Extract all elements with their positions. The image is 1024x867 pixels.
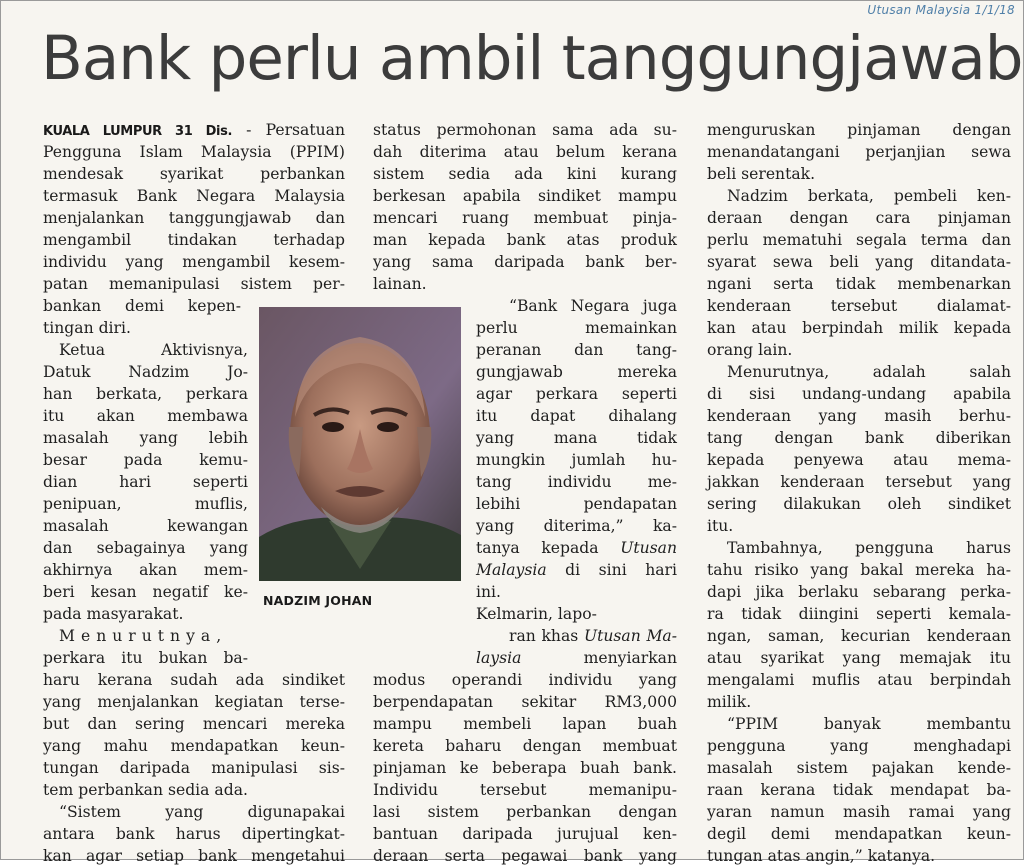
article-line: yang diterima,” ka- bbox=[476, 517, 677, 535]
source-label: Utusan Malaysia 1/1/18 bbox=[867, 3, 1015, 17]
article-line: Individu tersebut memanipu- bbox=[373, 781, 677, 799]
article-line: lasi sistem perbankan dengan bbox=[373, 803, 677, 821]
article-line: gungjawab mereka bbox=[476, 363, 677, 381]
article-text: - Persatuan bbox=[232, 121, 345, 139]
article-line: berkesan apabila sindiket mampu bbox=[373, 187, 677, 205]
article-line: patan memanipulasi sistem per- bbox=[43, 275, 345, 293]
article-line: kepada penyewa atau mema- bbox=[707, 451, 1011, 469]
article-line: Nadzim berkata, pembeli ken- bbox=[727, 187, 1011, 205]
publication-name: Malaysia bbox=[476, 561, 547, 579]
article-text: ran khas bbox=[509, 627, 579, 645]
article-line: lainan. bbox=[373, 275, 427, 293]
nadzim-johan-photo bbox=[259, 307, 461, 581]
article-line: tingan diri. bbox=[43, 319, 131, 337]
article-line: pada masyarakat. bbox=[43, 605, 184, 623]
article-line: berpendapatan sekitar RM3,000 bbox=[373, 693, 677, 711]
article-line: antara bank harus dipertingkat- bbox=[43, 825, 345, 843]
article-line: Pengguna Islam Malaysia (PPIM) bbox=[43, 143, 345, 161]
article-line: yang mahu mendapatkan keun- bbox=[43, 737, 345, 755]
article-line: deraan dengan cara pinjaman bbox=[707, 209, 1011, 227]
article-line: penipuan, muflis, bbox=[43, 495, 248, 513]
article-line: beri kesan negatif ke- bbox=[43, 583, 248, 601]
article-line: kenderaan tersebut dialamat- bbox=[707, 297, 1011, 315]
article-line: Menurutnya, bbox=[59, 627, 228, 645]
article-line: tang dengan bank diberikan bbox=[707, 429, 1011, 447]
article-line: “PPIM banyak membantu bbox=[727, 715, 1011, 733]
article-text: tanya kepada bbox=[476, 539, 599, 557]
article-text: di sini hari bbox=[546, 561, 677, 579]
article-line bbox=[43, 119, 345, 141]
article-line: dah diterima atau belum kerana bbox=[373, 143, 677, 161]
article-line: masalah kewangan bbox=[43, 517, 248, 535]
article-line: tungan daripada manipulasi sis- bbox=[43, 759, 345, 777]
article-line: mampu membeli lapan buah bbox=[373, 715, 677, 733]
article-line: Ketua Aktivisnya, bbox=[59, 341, 248, 359]
article-line: kenderaan yang masih berhu- bbox=[707, 407, 1011, 425]
article-line: ra tidak diingini seperti kemala- bbox=[707, 605, 1011, 623]
article-line: tahu risiko yang bakal mereka ha- bbox=[707, 561, 1011, 579]
article-line: Kelmarin, lapo- bbox=[476, 605, 597, 623]
article-line: di sisi undang-undang apabila bbox=[707, 385, 1011, 403]
article-line: jakkan kenderaan tersebut yang bbox=[707, 473, 1011, 491]
article-line: itu. bbox=[707, 517, 734, 535]
article-line: mencari ruang membuat pinja- bbox=[373, 209, 677, 227]
article-line: dian hari seperti bbox=[43, 473, 248, 491]
article-line: masalah yang lebih bbox=[43, 429, 248, 447]
article-line: yaran namun masih ramai yang bbox=[707, 803, 1011, 821]
publication-name: Utusan bbox=[598, 539, 677, 557]
article-line: Datuk Nadzim Jo- bbox=[43, 363, 248, 381]
article-line: “Bank Negara juga bbox=[509, 297, 677, 315]
article-line: mengambil tindakan terhadap bbox=[43, 231, 345, 249]
article-text: menyiarkan bbox=[521, 649, 677, 667]
article-line: mendesak syarikat perbankan bbox=[43, 165, 345, 183]
article-line: degil demi mendapatkan keun- bbox=[707, 825, 1011, 843]
article-line: menandatangani perjanjian sewa bbox=[707, 143, 1011, 161]
article-line: kan atau berpindah milik kepada bbox=[707, 319, 1011, 337]
article-line: tungan atas angin,” katanya. bbox=[707, 847, 936, 865]
article-line: agar perkara seperti bbox=[476, 385, 677, 403]
publication-name: laysia bbox=[476, 649, 522, 667]
article-line: beli serentak. bbox=[707, 165, 816, 183]
article-line: “Sistem yang digunapakai bbox=[59, 803, 345, 821]
article-line: itu akan membawa bbox=[43, 407, 248, 425]
article-line: yang sama daripada bank ber- bbox=[373, 253, 677, 271]
article-line bbox=[509, 625, 677, 647]
article-line: akhirnya akan mem- bbox=[43, 561, 248, 579]
article-line: bantuan daripada jurujual ken- bbox=[373, 825, 677, 843]
article-line: Menurutnya, adalah salah bbox=[727, 363, 1011, 381]
photo-caption: NADZIM JOHAN bbox=[263, 593, 373, 608]
article-line: pinjaman ke beberapa buah bank. bbox=[373, 759, 677, 777]
article-line: masalah sistem pajakan kende- bbox=[707, 759, 1011, 777]
article-line: lebihi pendapatan bbox=[476, 495, 677, 513]
article-line: status permohonan sama ada su- bbox=[373, 121, 677, 139]
article-line: perlu memainkan bbox=[476, 319, 677, 337]
article-line bbox=[476, 537, 677, 559]
article-line: bankan demi kepen- bbox=[43, 297, 241, 315]
article-line: itu dapat dihalang bbox=[476, 407, 677, 425]
article-line: kereta baharu dengan membuat bbox=[373, 737, 677, 755]
article-line: yang mana tidak bbox=[476, 429, 677, 447]
article-line: tem perbankan sedia ada. bbox=[43, 781, 248, 799]
article-line: deraan serta pegawai bank yang bbox=[373, 847, 677, 865]
article-line: milik. bbox=[707, 693, 752, 711]
article-line: sistem sedia ada kini kurang bbox=[373, 165, 677, 183]
article-line: syarat sewa beli yang ditandata- bbox=[707, 253, 1011, 271]
article-line: dan sebagainya yang bbox=[43, 539, 248, 557]
article-line: ngani serta tidak membenarkan bbox=[707, 275, 1011, 293]
article-line: menguruskan pinjaman dengan bbox=[707, 121, 1011, 139]
article-line: but dan sering mencari mereka bbox=[43, 715, 345, 733]
article-line bbox=[476, 559, 677, 581]
article-line: individu yang mengambil kesem- bbox=[43, 253, 345, 271]
article-line: perlu mematuhi segala terma dan bbox=[707, 231, 1011, 249]
article-line: atau syarikat yang memajak itu bbox=[707, 649, 1011, 667]
article-line: besar pada kemu- bbox=[43, 451, 248, 469]
article-line: kan agar setiap bank mengetahui bbox=[43, 847, 345, 865]
article-line: Tambahnya, pengguna harus bbox=[727, 539, 1011, 557]
article-line: menjalankan tanggungjawab dan bbox=[43, 209, 345, 227]
article-line: haru kerana sudah ada sindiket bbox=[43, 671, 345, 689]
article-headline: Bank perlu ambil tanggungjawab bbox=[41, 23, 1023, 94]
article-line: mungkin jumlah hu- bbox=[476, 451, 677, 469]
article-line: yang menjalankan kegiatan terse- bbox=[43, 693, 345, 711]
article-line: ngan, saman, kecurian kenderaan bbox=[707, 627, 1011, 645]
article-line: man kepada bank atas produk bbox=[373, 231, 677, 249]
article-line: perkara itu bukan ba- bbox=[43, 649, 248, 667]
article-line: dapi jika berlaku sebarang perka- bbox=[707, 583, 1011, 601]
article-line: tang individu me- bbox=[476, 473, 677, 491]
article-dateline: KUALA LUMPUR 31 Dis. bbox=[43, 124, 232, 139]
article-line bbox=[476, 647, 677, 669]
article-line: pengguna yang menghadapi bbox=[707, 737, 1011, 755]
publication-name: Utusan Ma- bbox=[578, 627, 677, 645]
article-line: ini. bbox=[476, 583, 501, 601]
article-line: modus operandi individu yang bbox=[373, 671, 677, 689]
article-line: han berkata, perkara bbox=[43, 385, 248, 403]
article-line: raan kerana tidak mendapat ba- bbox=[707, 781, 1011, 799]
article-line: peranan dan tang- bbox=[476, 341, 677, 359]
article-line: sering dilakukan oleh sindiket bbox=[707, 495, 1011, 513]
article-line: orang lain. bbox=[707, 341, 793, 359]
article-line: termasuk Bank Negara Malaysia bbox=[43, 187, 345, 205]
article-line: mengalami muflis atau berpindah bbox=[707, 671, 1011, 689]
